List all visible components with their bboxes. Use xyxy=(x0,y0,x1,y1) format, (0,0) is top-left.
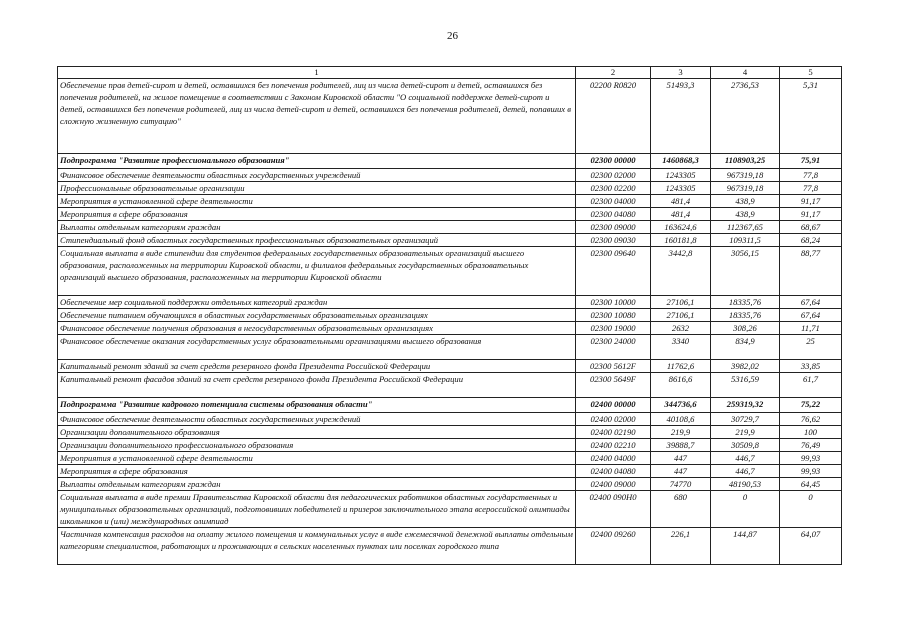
table-row xyxy=(58,398,842,413)
row-actual-cell: 5316,59 xyxy=(711,373,780,398)
row-plan-cell: 74770 xyxy=(651,478,711,491)
row-actual-cell: 144,87 xyxy=(711,528,780,565)
row-percent-cell: 91,17 xyxy=(780,195,842,208)
row-actual-cell: 446,7 xyxy=(711,465,780,478)
row-plan-cell: 447 xyxy=(651,465,711,478)
row-name-cell: Частичная компенсация расходов на оплату жилого помещения и коммунальных услуг в виде ежемесячной денежной выплаты отдельным категориям специалистов, работающих и проживающих в сельских населенных пунктах или поселках городского типа xyxy=(58,528,576,565)
table-row xyxy=(58,426,842,439)
table-row xyxy=(58,221,842,234)
row-plan-cell: 51493,3 xyxy=(651,79,711,154)
row-name-cell: Обеспечение прав детей-сирот и детей, оставшихся без попечения родителей, лиц из числа детей-сирот и детей, оставшихся без попечения родителей, на жилое помещение в соответствии с Законом Кировской области "О социальной поддержке детей-сирот и детей, оставшихся без попечения родителей, лиц из числа детей-сирот и детей, оставшихся без попечения родителей, детей, попавших в сложную жизненную ситуацию" xyxy=(58,79,576,154)
row-plan-cell: 39888,7 xyxy=(651,439,711,452)
row-name-cell: Выплаты отдельным категориям граждан xyxy=(58,478,576,491)
row-actual-cell: 967319,18 xyxy=(711,182,780,195)
row-percent-cell: 91,17 xyxy=(780,208,842,221)
table-row xyxy=(58,169,842,182)
row-name-cell: Подпрограмма "Развитие кадрового потенциала системы образования области" xyxy=(58,398,576,413)
row-code-cell: 02300 04000 xyxy=(576,195,651,208)
row-actual-cell: 30729,7 xyxy=(711,413,780,426)
row-code-cell: 02400 09000 xyxy=(576,478,651,491)
row-actual-cell: 18335,76 xyxy=(711,309,780,322)
row-actual-cell: 219,9 xyxy=(711,426,780,439)
row-percent-cell: 11,71 xyxy=(780,322,842,335)
row-percent-cell: 100 xyxy=(780,426,842,439)
header-cell: 1 xyxy=(58,67,576,79)
row-percent-cell: 75,91 xyxy=(780,154,842,169)
row-percent-cell: 67,64 xyxy=(780,309,842,322)
table-row xyxy=(58,247,842,296)
table-row xyxy=(58,413,842,426)
row-code-cell: 02300 5649F xyxy=(576,373,651,398)
row-name-cell: Капитальный ремонт фасадов зданий за счет средств резервного фонда Президента Российской Федерации xyxy=(58,373,576,398)
page-number: 26 xyxy=(447,30,458,42)
row-plan-cell: 1243305 xyxy=(651,169,711,182)
row-name-cell: Финансовое обеспечение получения образования в негосударственных образовательных организациях xyxy=(58,322,576,335)
table-row xyxy=(58,335,842,360)
row-percent-cell: 0 xyxy=(780,491,842,528)
row-percent-cell: 99,93 xyxy=(780,452,842,465)
row-code-cell: 02300 09640 xyxy=(576,247,651,296)
row-name-cell: Стипендиальный фонд областных государственных профессиональных образовательных организаций xyxy=(58,234,576,247)
row-name-cell: Социальная выплата в виде стипендии для студентов федеральных государственных образовательных организаций высшего образования, расположенных на территории Кировской области, и филиалов федеральных государственных образовательных организаций высшего образования, расположенных на территории Кировской области xyxy=(58,247,576,296)
table-row xyxy=(58,79,842,154)
table-row xyxy=(58,452,842,465)
row-name-cell: Мероприятия в установленной сфере деятельности xyxy=(58,452,576,465)
table-row xyxy=(58,234,842,247)
row-code-cell: 02300 10000 xyxy=(576,296,651,309)
row-actual-cell: 0 xyxy=(711,491,780,528)
row-plan-cell: 11762,6 xyxy=(651,360,711,373)
row-name-cell: Профессиональные образовательные организации xyxy=(58,182,576,195)
row-plan-cell: 219,9 xyxy=(651,426,711,439)
row-name-cell: Подпрограмма "Развитие профессионального образования" xyxy=(58,154,576,169)
row-plan-cell: 160181,8 xyxy=(651,234,711,247)
table-row xyxy=(58,322,842,335)
row-plan-cell: 3442,8 xyxy=(651,247,711,296)
header-cell: 4 xyxy=(711,67,780,79)
row-plan-cell: 27106,1 xyxy=(651,309,711,322)
row-plan-cell: 447 xyxy=(651,452,711,465)
row-code-cell: 02300 10080 xyxy=(576,309,651,322)
row-name-cell: Организации дополнительного образования xyxy=(58,426,576,439)
table-row xyxy=(58,208,842,221)
row-actual-cell: 438,9 xyxy=(711,208,780,221)
row-code-cell: 02400 02000 xyxy=(576,413,651,426)
row-actual-cell: 18335,76 xyxy=(711,296,780,309)
row-plan-cell: 3340 xyxy=(651,335,711,360)
row-name-cell: Социальная выплата в виде премии Правительства Кировской области для педагогических работников областных государственных и муниципальных образовательных организаций, подготовивших победителей и призеров заключительного этапа всероссийской олимпиады школьников и (или) международных олимпиад xyxy=(58,491,576,528)
row-actual-cell: 1108903,25 xyxy=(711,154,780,169)
row-name-cell: Организации дополнительного профессионального образования xyxy=(58,439,576,452)
row-percent-cell: 68,24 xyxy=(780,234,842,247)
row-percent-cell: 64,45 xyxy=(780,478,842,491)
row-plan-cell: 344736,6 xyxy=(651,398,711,413)
row-percent-cell: 99,93 xyxy=(780,465,842,478)
table-row xyxy=(58,478,842,491)
row-code-cell: 02400 090H0 xyxy=(576,491,651,528)
row-percent-cell: 61,7 xyxy=(780,373,842,398)
row-code-cell: 02400 04080 xyxy=(576,465,651,478)
row-plan-cell: 481,4 xyxy=(651,208,711,221)
row-actual-cell: 308,26 xyxy=(711,322,780,335)
row-percent-cell: 64,07 xyxy=(780,528,842,565)
row-code-cell: 02300 00000 xyxy=(576,154,651,169)
row-code-cell: 02400 00000 xyxy=(576,398,651,413)
row-plan-cell: 8616,6 xyxy=(651,373,711,398)
table-row xyxy=(58,195,842,208)
row-name-cell: Обеспечение питанием обучающихся в областных государственных образовательных организациях xyxy=(58,309,576,322)
table-row xyxy=(58,439,842,452)
row-code-cell: 02400 02210 xyxy=(576,439,651,452)
row-code-cell: 02300 19000 xyxy=(576,322,651,335)
row-code-cell: 02300 02000 xyxy=(576,169,651,182)
row-actual-cell: 834,9 xyxy=(711,335,780,360)
row-plan-cell: 27106,1 xyxy=(651,296,711,309)
row-actual-cell: 109311,5 xyxy=(711,234,780,247)
row-actual-cell: 112367,65 xyxy=(711,221,780,234)
row-name-cell: Финансовое обеспечение деятельности областных государственных учреждений xyxy=(58,413,576,426)
row-code-cell: 02300 24000 xyxy=(576,335,651,360)
row-plan-cell: 481,4 xyxy=(651,195,711,208)
row-actual-cell: 438,9 xyxy=(711,195,780,208)
table-header-row xyxy=(58,67,842,79)
table-row xyxy=(58,182,842,195)
budget-table xyxy=(57,66,842,565)
row-percent-cell: 33,85 xyxy=(780,360,842,373)
row-percent-cell: 77,8 xyxy=(780,182,842,195)
table-row xyxy=(58,360,842,373)
row-percent-cell: 77,8 xyxy=(780,169,842,182)
row-percent-cell: 5,31 xyxy=(780,79,842,154)
row-name-cell: Мероприятия в установленной сфере деятельности xyxy=(58,195,576,208)
row-name-cell: Финансовое обеспечение оказания государственных услуг образовательными организациями высшего образования xyxy=(58,335,576,360)
row-percent-cell: 75,22 xyxy=(780,398,842,413)
row-name-cell: Капитальный ремонт зданий за счет средств резервного фонда Президента Российской Федерации xyxy=(58,360,576,373)
table-row xyxy=(58,465,842,478)
row-code-cell: 02300 04080 xyxy=(576,208,651,221)
table-row xyxy=(58,373,842,398)
row-actual-cell: 2736,53 xyxy=(711,79,780,154)
row-percent-cell: 88,77 xyxy=(780,247,842,296)
row-name-cell: Выплаты отдельным категориям граждан xyxy=(58,221,576,234)
table-row xyxy=(58,309,842,322)
row-plan-cell: 2632 xyxy=(651,322,711,335)
row-code-cell: 02400 02190 xyxy=(576,426,651,439)
row-code-cell: 02400 09260 xyxy=(576,528,651,565)
row-actual-cell: 446,7 xyxy=(711,452,780,465)
row-percent-cell: 76,62 xyxy=(780,413,842,426)
row-plan-cell: 226,1 xyxy=(651,528,711,565)
table-row xyxy=(58,491,842,528)
row-percent-cell: 76,49 xyxy=(780,439,842,452)
row-percent-cell: 68,67 xyxy=(780,221,842,234)
row-plan-cell: 40108,6 xyxy=(651,413,711,426)
row-plan-cell: 680 xyxy=(651,491,711,528)
row-actual-cell: 3056,15 xyxy=(711,247,780,296)
table-row xyxy=(58,296,842,309)
row-actual-cell: 3982,02 xyxy=(711,360,780,373)
row-name-cell: Мероприятия в сфере образования xyxy=(58,465,576,478)
row-plan-cell: 163624,6 xyxy=(651,221,711,234)
header-cell: 5 xyxy=(780,67,842,79)
row-code-cell: 02300 09030 xyxy=(576,234,651,247)
row-code-cell: 02400 04000 xyxy=(576,452,651,465)
row-code-cell: 02200 R0820 xyxy=(576,79,651,154)
table-row xyxy=(58,528,842,565)
header-cell: 2 xyxy=(576,67,651,79)
row-actual-cell: 30509,8 xyxy=(711,439,780,452)
row-code-cell: 02300 02200 xyxy=(576,182,651,195)
header-cell: 3 xyxy=(651,67,711,79)
row-percent-cell: 25 xyxy=(780,335,842,360)
row-name-cell: Обеспечение мер социальной поддержки отдельных категорий граждан xyxy=(58,296,576,309)
row-actual-cell: 259319,32 xyxy=(711,398,780,413)
row-actual-cell: 967319,18 xyxy=(711,169,780,182)
row-name-cell: Мероприятия в сфере образования xyxy=(58,208,576,221)
row-plan-cell: 1243305 xyxy=(651,182,711,195)
row-actual-cell: 48190,53 xyxy=(711,478,780,491)
row-percent-cell: 67,64 xyxy=(780,296,842,309)
row-code-cell: 02300 5612F xyxy=(576,360,651,373)
row-name-cell: Финансовое обеспечение деятельности областных государственных учреждений xyxy=(58,169,576,182)
row-code-cell: 02300 09000 xyxy=(576,221,651,234)
row-plan-cell: 1460868,3 xyxy=(651,154,711,169)
table-row xyxy=(58,154,842,169)
